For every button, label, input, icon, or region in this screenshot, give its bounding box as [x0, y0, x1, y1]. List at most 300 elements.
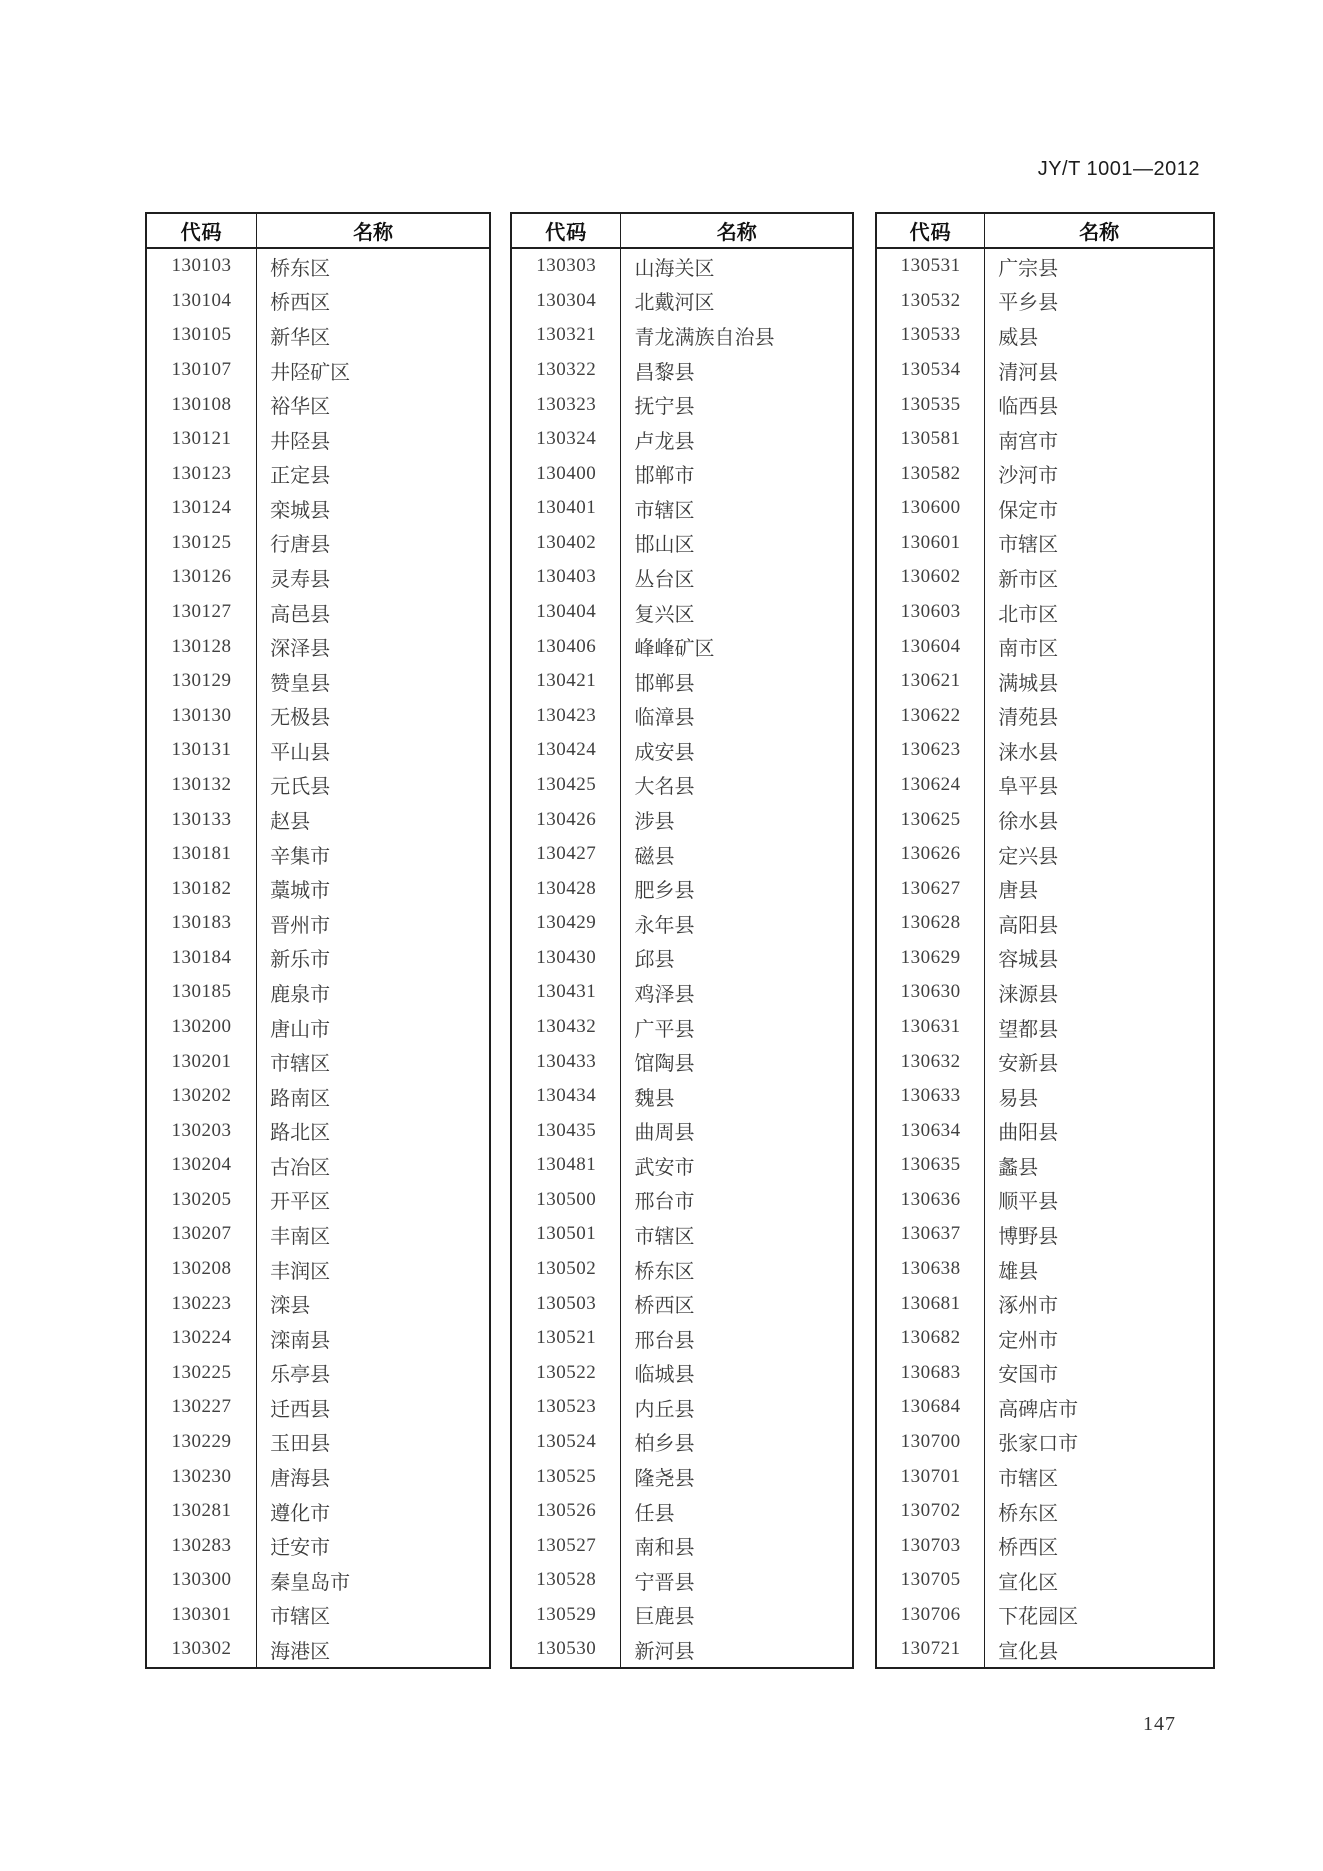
table-row — [877, 249, 1213, 284]
code-cell: 130683 — [877, 1356, 985, 1391]
name-cell: 丰润区 — [270, 1260, 331, 1283]
table-row — [512, 906, 852, 941]
name-cell: 峰峰矿区 — [634, 638, 715, 661]
table-row — [877, 353, 1213, 388]
name-cell: 内丘县 — [634, 1398, 695, 1421]
table-row — [877, 906, 1213, 941]
table-row — [147, 1217, 489, 1252]
name-cell: 博野县 — [998, 1225, 1059, 1248]
table-row — [877, 699, 1213, 734]
code-cell: 130432 — [512, 1010, 621, 1045]
table-row — [877, 1390, 1213, 1425]
name-cell: 桥西区 — [634, 1295, 695, 1318]
name-cell: 赵县 — [270, 811, 311, 834]
code-cell: 130535 — [877, 387, 985, 422]
code-cell: 130129 — [147, 664, 257, 699]
table-row — [147, 733, 489, 768]
table-row — [512, 699, 852, 734]
column-header-code: 代码 — [147, 214, 257, 247]
code-cell: 130203 — [147, 1113, 257, 1148]
code-cell: 130225 — [147, 1356, 257, 1391]
code-cell: 130403 — [512, 560, 621, 595]
name-cell: 市辖区 — [998, 534, 1059, 557]
name-cell: 平乡县 — [998, 292, 1059, 315]
table-row — [512, 560, 852, 595]
code-cell: 130522 — [512, 1356, 621, 1391]
table-row — [512, 941, 852, 976]
name-cell: 迁西县 — [270, 1398, 331, 1421]
table-row — [147, 1044, 489, 1079]
code-cell: 130105 — [147, 318, 257, 353]
name-cell: 新河县 — [634, 1640, 695, 1663]
name-cell: 桥西区 — [998, 1537, 1059, 1560]
name-cell: 平山县 — [270, 741, 331, 764]
table-row — [147, 1390, 489, 1425]
table-row — [147, 1563, 489, 1598]
table-row — [147, 526, 489, 561]
table-row — [512, 837, 852, 872]
code-cell: 130602 — [877, 560, 985, 595]
code-cell: 130229 — [147, 1425, 257, 1460]
code-cell: 130131 — [147, 733, 257, 768]
name-cell: 乐亭县 — [270, 1364, 331, 1387]
code-cell: 130636 — [877, 1183, 985, 1218]
name-cell: 迁安市 — [270, 1537, 331, 1560]
name-cell: 肥乡县 — [634, 880, 695, 903]
name-cell: 清河县 — [998, 361, 1059, 384]
table-row — [877, 1286, 1213, 1321]
table-row — [147, 1598, 489, 1633]
code-cell: 130526 — [512, 1494, 621, 1529]
table-row — [147, 768, 489, 803]
name-cell: 滦南县 — [270, 1329, 331, 1352]
name-cell: 市辖区 — [634, 499, 695, 522]
code-cell: 130532 — [877, 284, 985, 319]
table-row — [877, 1010, 1213, 1045]
table-row — [877, 456, 1213, 491]
code-cell: 130481 — [512, 1148, 621, 1183]
table-row — [147, 595, 489, 630]
code-cell: 130681 — [877, 1286, 985, 1321]
name-cell: 柏乡县 — [634, 1433, 695, 1456]
code-cell: 130181 — [147, 837, 257, 872]
name-cell: 无极县 — [270, 707, 331, 730]
name-cell: 南宫市 — [998, 430, 1059, 453]
table-row — [877, 560, 1213, 595]
name-cell: 邯郸县 — [634, 672, 695, 695]
name-cell: 清苑县 — [998, 707, 1059, 730]
name-cell: 宁晋县 — [634, 1571, 695, 1594]
name-cell: 秦皇岛市 — [270, 1571, 351, 1594]
table-row — [512, 768, 852, 803]
table-row — [877, 1528, 1213, 1563]
code-cell: 130682 — [877, 1321, 985, 1356]
name-cell: 宣化县 — [998, 1640, 1059, 1663]
table-row — [147, 456, 489, 491]
table-row — [147, 1494, 489, 1529]
code-cell: 130421 — [512, 664, 621, 699]
table-row — [512, 802, 852, 837]
code-cell: 130300 — [147, 1563, 257, 1598]
table-row — [512, 491, 852, 526]
table-row — [147, 422, 489, 457]
table-row — [147, 353, 489, 388]
table-row — [877, 629, 1213, 664]
name-cell: 隆尧县 — [634, 1468, 695, 1491]
name-cell: 北市区 — [998, 603, 1059, 626]
name-cell: 巨鹿县 — [634, 1606, 695, 1629]
table-row — [147, 871, 489, 906]
code-cell: 130205 — [147, 1183, 257, 1218]
table-row — [147, 1286, 489, 1321]
table-row — [147, 699, 489, 734]
code-cell: 130701 — [877, 1459, 985, 1494]
name-cell: 新乐市 — [270, 949, 331, 972]
name-cell: 满城县 — [998, 672, 1059, 695]
code-cell: 130634 — [877, 1113, 985, 1148]
code-cell: 130582 — [877, 456, 985, 491]
code-cell: 130108 — [147, 387, 257, 422]
code-cell: 130124 — [147, 491, 257, 526]
table-row — [512, 871, 852, 906]
table-row — [147, 906, 489, 941]
name-cell: 北戴河区 — [634, 292, 715, 315]
code-cell: 130435 — [512, 1113, 621, 1148]
name-cell: 古冶区 — [270, 1156, 331, 1179]
code-cell: 130130 — [147, 699, 257, 734]
table-header-row — [877, 214, 1213, 249]
code-cell: 130185 — [147, 975, 257, 1010]
code-cell: 130428 — [512, 871, 621, 906]
name-cell: 桥东区 — [998, 1502, 1059, 1525]
table-row — [512, 1286, 852, 1321]
name-cell: 定州市 — [998, 1329, 1059, 1352]
code-cell: 130434 — [512, 1079, 621, 1114]
name-cell: 邢台市 — [634, 1191, 695, 1214]
code-cell: 130431 — [512, 975, 621, 1010]
table-row — [877, 664, 1213, 699]
name-cell: 青龙满族自治县 — [634, 326, 775, 349]
name-cell: 广宗县 — [998, 257, 1059, 280]
code-cell: 130700 — [877, 1425, 985, 1460]
code-cell: 130424 — [512, 733, 621, 768]
code-cell: 130404 — [512, 595, 621, 630]
name-cell: 唐海县 — [270, 1468, 331, 1491]
table-row — [147, 802, 489, 837]
name-cell: 高碑店市 — [998, 1398, 1079, 1421]
code-cell: 130200 — [147, 1010, 257, 1045]
code-cell: 130627 — [877, 871, 985, 906]
code-cell: 130604 — [877, 629, 985, 664]
code-cell: 130323 — [512, 387, 621, 422]
code-cell: 130104 — [147, 284, 257, 319]
code-cell: 130530 — [512, 1632, 621, 1667]
name-cell: 玉田县 — [270, 1433, 331, 1456]
name-cell: 沙河市 — [998, 465, 1059, 488]
code-cell: 130425 — [512, 768, 621, 803]
code-cell: 130721 — [877, 1632, 985, 1667]
code-cell: 130132 — [147, 768, 257, 803]
code-cell: 130501 — [512, 1217, 621, 1252]
name-cell: 阜平县 — [998, 776, 1059, 799]
table-row — [877, 595, 1213, 630]
code-cell: 130322 — [512, 353, 621, 388]
code-cell: 130223 — [147, 1286, 257, 1321]
code-cell: 130632 — [877, 1044, 985, 1079]
code-cell: 130201 — [147, 1044, 257, 1079]
table-row — [512, 1632, 852, 1667]
name-cell: 辛集市 — [270, 845, 331, 868]
name-cell: 涞水县 — [998, 741, 1059, 764]
code-cell: 130426 — [512, 802, 621, 837]
table-row — [147, 1632, 489, 1667]
table-row — [147, 249, 489, 284]
name-cell: 市辖区 — [634, 1225, 695, 1248]
name-cell: 曲阳县 — [998, 1122, 1059, 1145]
name-cell: 山海关区 — [634, 257, 715, 280]
table-row — [877, 1113, 1213, 1148]
name-cell: 唐山市 — [270, 1018, 331, 1041]
table-row — [877, 1494, 1213, 1529]
code-cell: 130581 — [877, 422, 985, 457]
code-cell: 130521 — [512, 1321, 621, 1356]
table-row — [147, 1183, 489, 1218]
name-cell: 涿州市 — [998, 1295, 1059, 1318]
code-cell: 130533 — [877, 318, 985, 353]
table-row — [512, 1598, 852, 1633]
column-header-code: 代码 — [877, 214, 985, 247]
code-cell: 130603 — [877, 595, 985, 630]
code-cell: 130427 — [512, 837, 621, 872]
code-cell: 130301 — [147, 1598, 257, 1633]
table-body — [877, 249, 1213, 1667]
table-row — [877, 284, 1213, 319]
name-cell: 遵化市 — [270, 1502, 331, 1525]
table-header-row — [147, 214, 489, 249]
code-cell: 130321 — [512, 318, 621, 353]
code-cell: 130635 — [877, 1148, 985, 1183]
name-cell: 临漳县 — [634, 707, 695, 730]
code-cell: 130126 — [147, 560, 257, 595]
name-cell: 任县 — [634, 1502, 675, 1525]
code-cell: 130121 — [147, 422, 257, 457]
column-header-code: 代码 — [512, 214, 621, 247]
name-cell: 丛台区 — [634, 568, 695, 591]
code-cell: 130401 — [512, 491, 621, 526]
table-row — [877, 1321, 1213, 1356]
table-row — [512, 526, 852, 561]
name-cell: 馆陶县 — [634, 1053, 695, 1076]
table-row — [147, 629, 489, 664]
code-cell: 130302 — [147, 1632, 257, 1667]
table-row — [512, 1217, 852, 1252]
code-cell: 130638 — [877, 1252, 985, 1287]
code-cell: 130107 — [147, 353, 257, 388]
table-row — [512, 353, 852, 388]
table-row — [512, 1528, 852, 1563]
code-cell: 130502 — [512, 1252, 621, 1287]
column-header-name: 名称 — [353, 222, 394, 244]
table-row — [147, 387, 489, 422]
name-cell: 海港区 — [270, 1640, 331, 1663]
table-row — [147, 664, 489, 699]
table-row — [877, 1148, 1213, 1183]
table-row — [512, 1252, 852, 1287]
code-cell: 130423 — [512, 699, 621, 734]
table-row — [512, 1321, 852, 1356]
code-cell: 130503 — [512, 1286, 621, 1321]
code-cell: 130524 — [512, 1425, 621, 1460]
column-header-name: 名称 — [1079, 222, 1120, 244]
region-code-table-1 — [145, 212, 491, 1669]
name-cell: 易县 — [998, 1087, 1039, 1110]
name-cell: 路北区 — [270, 1122, 331, 1145]
name-cell: 邱县 — [634, 949, 675, 972]
name-cell: 深泽县 — [270, 638, 331, 661]
code-cell: 130204 — [147, 1148, 257, 1183]
name-cell: 赞皇县 — [270, 672, 331, 695]
table-row — [147, 1252, 489, 1287]
code-cell: 130684 — [877, 1390, 985, 1425]
name-cell: 下花园区 — [998, 1606, 1079, 1629]
table-row — [512, 664, 852, 699]
table-row — [877, 422, 1213, 457]
name-cell: 井陉县 — [270, 430, 331, 453]
table-row — [877, 1356, 1213, 1391]
name-cell: 灵寿县 — [270, 568, 331, 591]
table-row — [512, 456, 852, 491]
code-cell: 130703 — [877, 1528, 985, 1563]
standard-reference: JY/T 1001—2012 — [1037, 158, 1200, 180]
code-cell: 130400 — [512, 456, 621, 491]
code-cell: 130184 — [147, 941, 257, 976]
table-body — [147, 249, 489, 1667]
table-row — [512, 1044, 852, 1079]
table-row — [512, 1563, 852, 1598]
name-cell: 顺平县 — [998, 1191, 1059, 1214]
table-row — [877, 1598, 1213, 1633]
name-cell: 栾城县 — [270, 499, 331, 522]
table-row — [147, 975, 489, 1010]
table-row — [877, 733, 1213, 768]
code-cell: 130324 — [512, 422, 621, 457]
name-cell: 威县 — [998, 326, 1039, 349]
table-row — [877, 491, 1213, 526]
name-cell: 复兴区 — [634, 603, 695, 626]
code-cell: 130123 — [147, 456, 257, 491]
code-cell: 130626 — [877, 837, 985, 872]
code-cell: 130525 — [512, 1459, 621, 1494]
name-cell: 邯郸市 — [634, 465, 695, 488]
table-row — [877, 318, 1213, 353]
name-cell: 邯山区 — [634, 534, 695, 557]
table-row — [147, 837, 489, 872]
name-cell: 邢台县 — [634, 1329, 695, 1352]
table-row — [512, 733, 852, 768]
code-cell: 130128 — [147, 629, 257, 664]
table-row — [147, 318, 489, 353]
name-cell: 成安县 — [634, 741, 695, 764]
code-cell: 130281 — [147, 1494, 257, 1529]
code-cell: 130183 — [147, 906, 257, 941]
name-cell: 容城县 — [998, 949, 1059, 972]
table-row — [877, 941, 1213, 976]
name-cell: 张家口市 — [998, 1433, 1079, 1456]
table-row — [877, 837, 1213, 872]
table-row — [877, 871, 1213, 906]
name-cell: 涉县 — [634, 811, 675, 834]
table-row — [512, 1356, 852, 1391]
code-cell: 130433 — [512, 1044, 621, 1079]
table-row — [512, 1010, 852, 1045]
code-cell: 130600 — [877, 491, 985, 526]
table-row — [147, 1425, 489, 1460]
code-cell: 130628 — [877, 906, 985, 941]
table-row — [512, 1079, 852, 1114]
table-row — [147, 1321, 489, 1356]
table-row — [877, 975, 1213, 1010]
table-row — [512, 1390, 852, 1425]
code-cell: 130621 — [877, 664, 985, 699]
region-code-table-2 — [510, 212, 854, 1669]
name-cell: 行唐县 — [270, 534, 331, 557]
table-row — [877, 1079, 1213, 1114]
code-cell: 130527 — [512, 1528, 621, 1563]
code-cell: 130224 — [147, 1321, 257, 1356]
name-cell: 滦县 — [270, 1295, 311, 1318]
code-cell: 130103 — [147, 249, 257, 284]
page-number: 147 — [1143, 1713, 1176, 1735]
name-cell: 唐县 — [998, 880, 1039, 903]
table-row — [512, 595, 852, 630]
name-cell: 卢龙县 — [634, 430, 695, 453]
table-row — [512, 975, 852, 1010]
name-cell: 鸡泽县 — [634, 983, 695, 1006]
name-cell: 武安市 — [634, 1156, 695, 1179]
table-row — [147, 1148, 489, 1183]
name-cell: 市辖区 — [270, 1053, 331, 1076]
table-row — [147, 1079, 489, 1114]
table-row — [512, 422, 852, 457]
name-cell: 大名县 — [634, 776, 695, 799]
name-cell: 藁城市 — [270, 880, 331, 903]
code-cell: 130406 — [512, 629, 621, 664]
code-cell: 130430 — [512, 941, 621, 976]
code-cell: 130303 — [512, 249, 621, 284]
code-cell: 130624 — [877, 768, 985, 803]
table-row — [147, 560, 489, 595]
name-cell: 广平县 — [634, 1018, 695, 1041]
name-cell: 新华区 — [270, 326, 331, 349]
code-cell: 130531 — [877, 249, 985, 284]
table-row — [512, 629, 852, 664]
name-cell: 魏县 — [634, 1087, 675, 1110]
code-cell: 130623 — [877, 733, 985, 768]
name-cell: 开平区 — [270, 1191, 331, 1214]
table-row — [147, 1113, 489, 1148]
code-cell: 130633 — [877, 1079, 985, 1114]
code-cell: 130630 — [877, 975, 985, 1010]
name-cell: 裕华区 — [270, 396, 331, 419]
table-row — [512, 318, 852, 353]
name-cell: 雄县 — [998, 1260, 1039, 1283]
table-row — [877, 1252, 1213, 1287]
name-cell: 蠡县 — [998, 1156, 1039, 1179]
name-cell: 昌黎县 — [634, 361, 695, 384]
code-cell: 130230 — [147, 1459, 257, 1494]
table-row — [877, 526, 1213, 561]
code-cell: 130534 — [877, 353, 985, 388]
